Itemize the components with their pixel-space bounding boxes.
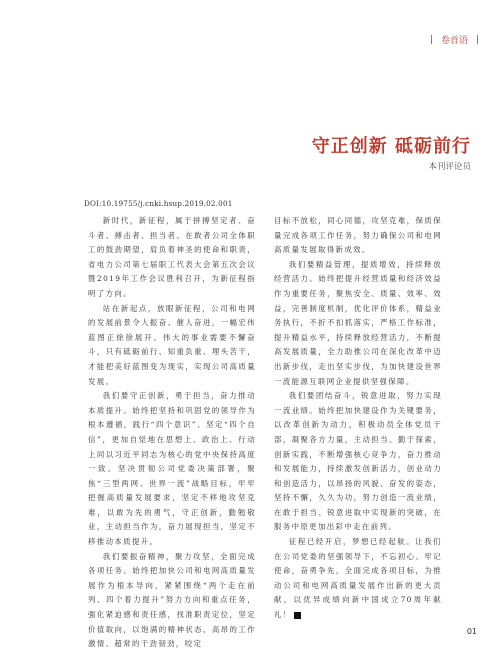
paragraph: 我们要团结奋斗，锐意进取，努力实现一流业绩。始终把加快建设作为关键要务，以改革创新为动力，积极动员全体党员干部，凝聚各方力量，主动担当、勤于探索，创新实践，不断增强核心竞争力，奋力推动和发展能力，持续激发创新活力，创业动力和创造活力，以昂扬的风貌、奋发的姿态，坚持不懈，久久为功，努力创造一流业绩，在敢于担当、锐意进取中实现新的突破，在服务中原更加出彩中走在前列。 [274, 391, 442, 532]
paragraph: 我们要守正创新，勇于担当，奋力推动本质提升。始终把坚持和巩固党的领导作为根本遵循，践行“四个意识”、坚定“四个自信”，更加自觉地在思想上、政治上、行动上同以习近平同志为核心的党中央保持高度一致。坚决贯彻公司党委决策部署，聚焦“三型两网、世界一流”战略目标，牢牢把握高质量发展要求，坚定不移地攻坚克难，以敢为先的勇气，守正创新，勤勉敬业，主动担当作为，奋力展现担当，坚定不移推动本质提升。 [88, 391, 256, 547]
paragraph: 我们要精益管理，提质增效，持续释放经营活力。始终把提升经营质量和经济效益作为重要任务，聚焦安全、质量、效率、效益，完善制度机制，优化评价体系，精益业务执行，不折不扣抓落实，严格工作标准，提升精益水平，持续释放经营活力，不断提高发展质量，全力助推公司在深化改革中迈出新步伐，走出坚实步伐，为加快建设世界一流能源互联网企业提供坚强保障。 [274, 259, 442, 386]
paragraph: 目标不放松，同心同德，攻坚克难，保质保量完成各项工作任务，努力确保公司和电网高质量发展取得新成效。 [274, 216, 442, 255]
header-divider-left: | [429, 34, 433, 45]
left-column [88, 214, 256, 652]
page-number: 01 [466, 627, 477, 636]
end-mark-icon [294, 612, 301, 619]
article-doi: DOI:10.19755/j.cnki.hsup.2019.02.001 [84, 199, 233, 208]
paragraph: 新时代，新征程，属于拼搏坚定者、奋斗者、搏击者、担当者。在敢者公司全体职工的鼓劲期望，肩负着神圣的使命和职责，省电力公司第七届职工代表大会第五次会议暨2019年工作会议胜利召开，为新征程指明了方向。 [88, 216, 256, 298]
section-header [430, 33, 479, 46]
paragraph-text: 征程已经开启，梦想已经起航。让我们在公司党委的坚强领导下，不忘初心、牢记使命，奋勇争先，全面完成各项目标，为推动公司和电网高质量发展作出新的更大贡献，以优异成绩向新中国成立70周年献礼！ [274, 537, 442, 620]
last-paragraph [274, 535, 442, 623]
paragraph: 我们要振奋精神，聚力攻坚，全面完成各项任务。始终把加快公司和电网高质量发展作为根本导向，紧紧围绕“两个走在前列、四个着力提升”努力方向和重点任务，强化紧迫感和责任感，找准职责定位，坚定价值取向，以饱满的精神状态、高昂的工作激情、超常的干劲韧劲，咬定 [88, 551, 256, 649]
header-divider-right: | [475, 34, 479, 45]
paragraph: 站在新起点，放眼新征程，公司和电网的发展前景令人振奋、催人奋进，一幅宏伟蓝图正徐徐展开。伟大的事业需要不懈奋斗，只有砥砺前行、知重负重、埋头苦干，才能把美好蓝图变为现实，实现公司高质量发展。 [88, 303, 256, 386]
article-byline: 本刊评论员 [428, 162, 471, 172]
section-label: 卷首语 [440, 36, 468, 46]
article-title: 守正创新 砥砺前行 [311, 136, 471, 157]
right-column [274, 214, 442, 623]
